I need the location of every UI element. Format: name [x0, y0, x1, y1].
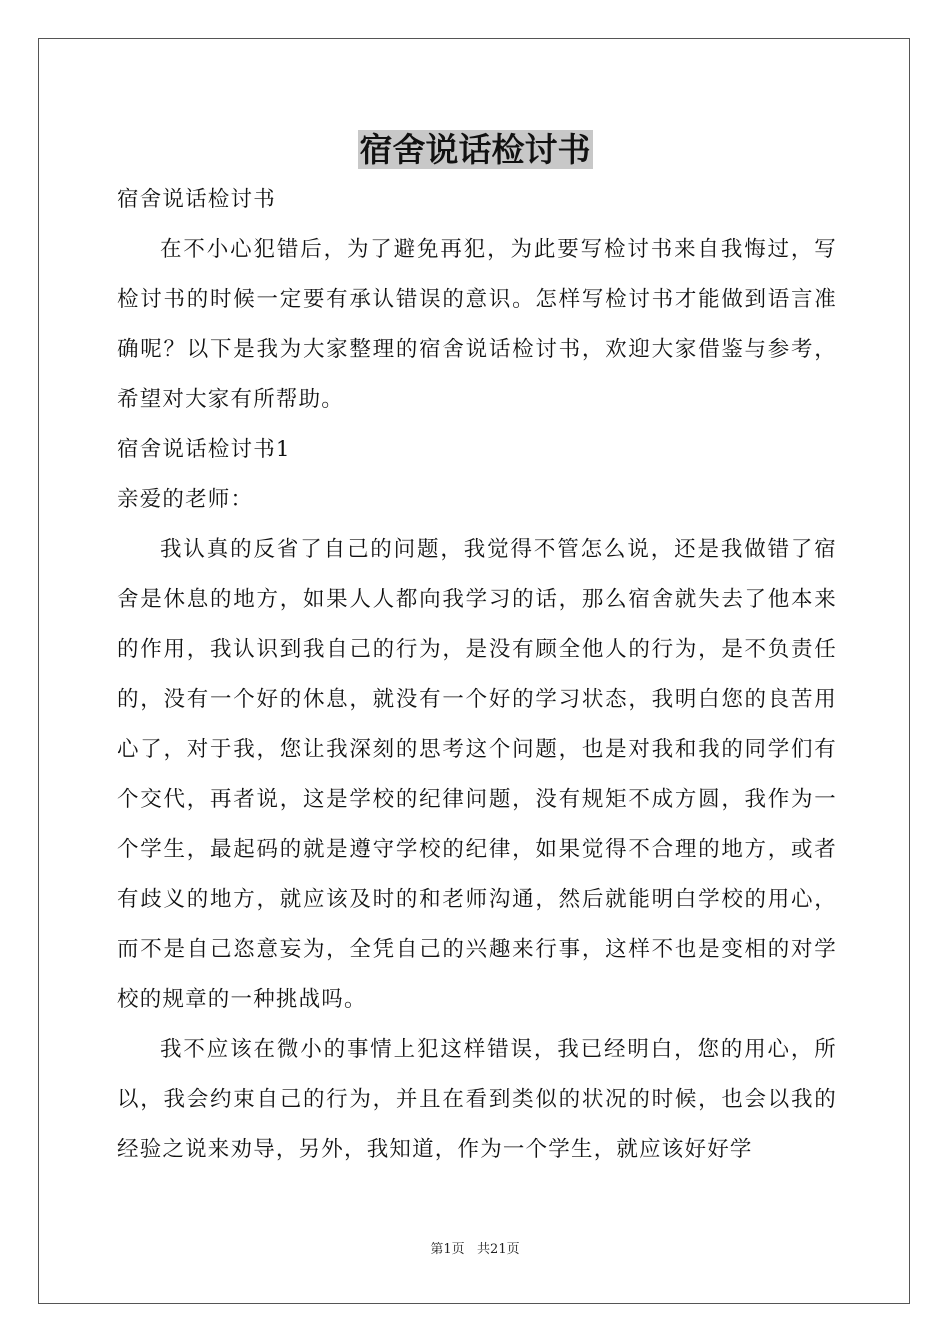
paragraph-heading-1: 宿舍说话检讨书1: [117, 437, 291, 462]
document-title-text: 宿舍说话检讨书: [359, 130, 591, 169]
document-title: [0, 126, 950, 174]
paragraph-intro: 在不小心犯错后，为了避免再犯，为此要写检讨书来自我悔过，写检讨书的时候一定要有承认错误的意识。怎样写检讨书才能做到语言准确呢？以下是我为大家整理的宿舍说话检讨书，欢迎大家借鉴与参考，希望对大家有所帮助。: [117, 237, 837, 412]
paragraph-subtitle: 宿舍说话检讨书: [117, 187, 276, 212]
paragraph-body-2: 我不应该在微小的事情上犯这样错误，我已经明白，您的用心，所以，我会约束自己的行为，并且在看到类似的状况的时候，也会以我的经验之说来劝导，另外，我知道，作为一个学生，就应该好好学: [117, 1037, 837, 1162]
paragraph-salutation: 亲爱的老师：: [117, 487, 254, 512]
page-footer: 第1页 共21页: [430, 1242, 520, 1257]
paragraph-body-1: 我认真的反省了自己的问题，我觉得不管怎么说，还是我做错了宿舍是休息的地方，如果人人都向我学习的话，那么宿舍就失去了他本来的作用，我认识到我自己的行为，是没有顾全他人的行为，是不负责任的，没有一个好的休息，就没有一个好的学习状态，我明白您的良苦用心了，对于我，您让我深刻的思考这个问题，也是对我和我的同学们有个交代，再者说，这是学校的纪律问题，没有规矩不成方圆，我作为一个学生，最起码的就是遵守学校的纪律，如果觉得不合理的地方，或者有歧义的地方，就应该及时的和老师沟通，然后就能明白学校的用心，而不是自己恣意妄为，全凭自己的兴趣来行事，这样不也是变相的对学校的规章的一种挑战吗。: [117, 537, 837, 1012]
document-body: [117, 175, 837, 1175]
